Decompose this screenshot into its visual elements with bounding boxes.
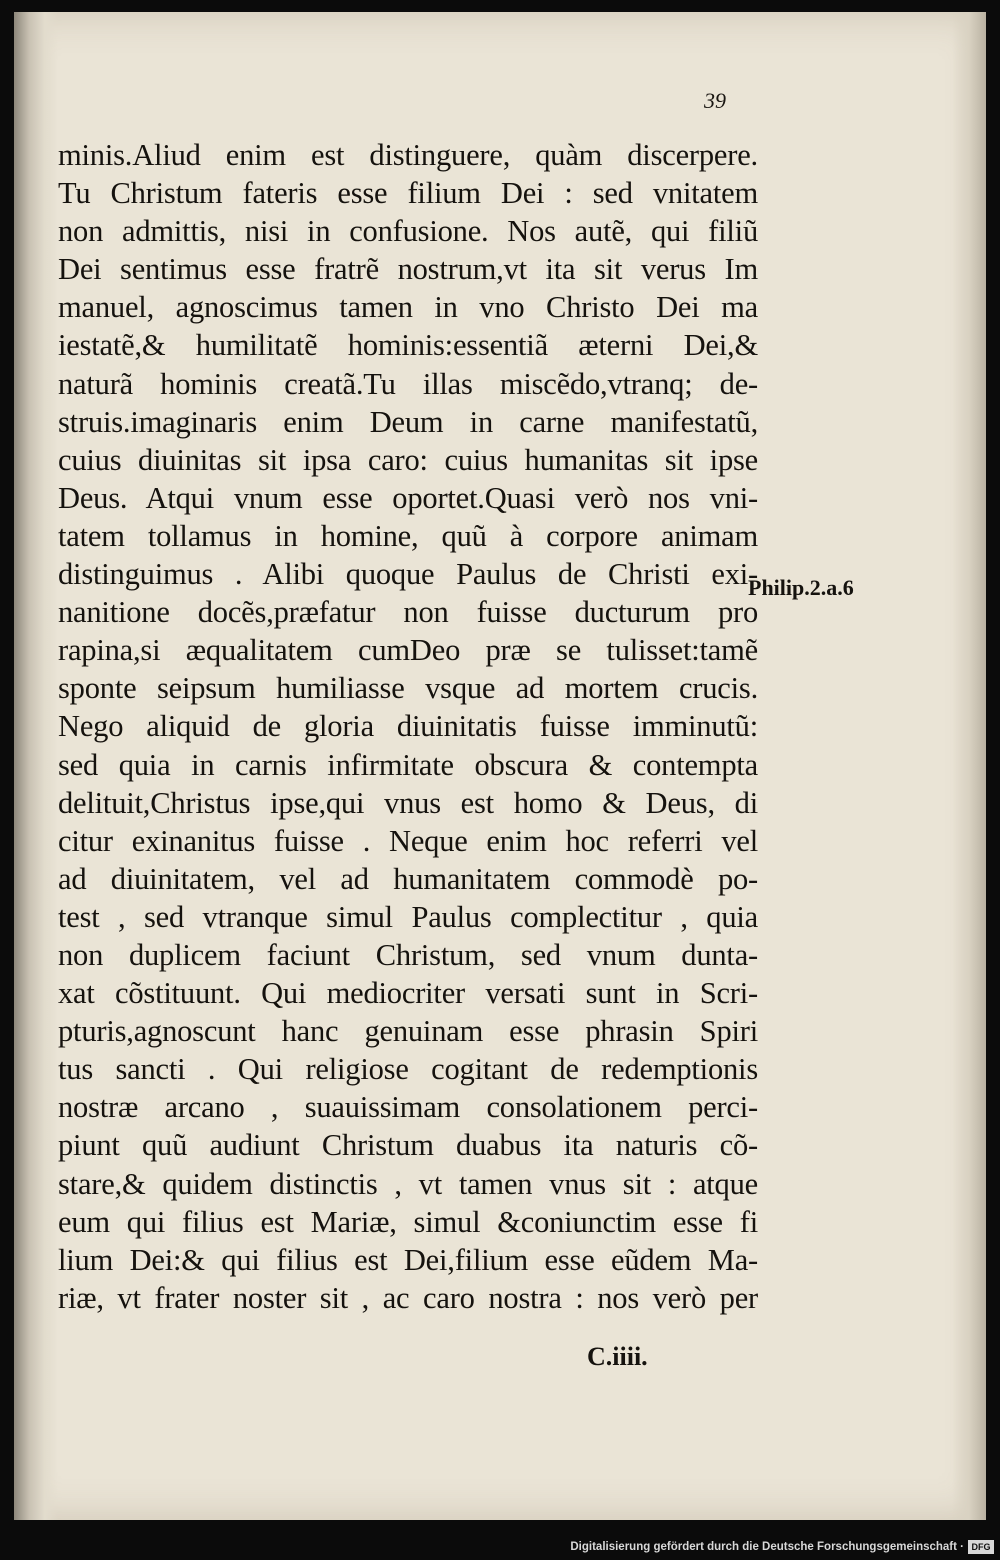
text-line: manuel, agnoscimus tamen in vno Christo Dei ma xyxy=(58,290,758,325)
text-line: minis.Aliud enim est distinguere, quàm discerpere. xyxy=(58,138,758,172)
text-line: nostræ arcano , suauissimam consolationem perci- xyxy=(58,1090,758,1125)
page-edge-shadow xyxy=(952,12,986,1520)
text-line: delituit,Christus ipse,qui vnus est homo & Deus, di xyxy=(58,785,758,820)
text-line: sponte seipsum humiliasse vsque ad mortem crucis. xyxy=(58,671,758,706)
text-line: iestatẽ,& humilitatẽ hominis:essentiã æterni Dei,& xyxy=(58,328,758,363)
text-line: Tu Christum fateris esse filium Dei : sed vnitatem xyxy=(58,176,758,211)
text-line: eum qui filius est Mariæ, simul &coniunctim esse fi xyxy=(58,1204,758,1239)
signature-mark: C.iiii. xyxy=(587,1342,648,1371)
text-line: xat cõstituunt. Qui mediocriter versati sunt in Scri- xyxy=(58,976,758,1011)
text-line: cuius diuinitas sit ipsa caro: cuius humanitas sit ipse xyxy=(58,442,758,477)
text-line: naturã hominis creatã.Tu illas miscẽdo,vtranq; de- xyxy=(58,366,758,401)
page-gutter-shadow xyxy=(14,12,58,1520)
text-line: Nego aliquid de gloria diuinitatis fuisse imminutũ: xyxy=(58,709,758,744)
text-line: stare,& quidem distinctis , vt tamen vnus sit : atque xyxy=(58,1166,758,1201)
text-line: pturis,agnoscunt hanc genuinam esse phrasin Spiri xyxy=(58,1014,758,1049)
text-line: tus sancti . Qui religiose cogitant de redemptionis xyxy=(58,1052,758,1087)
text-line: ad diuinitatem, vel ad humanitatem commodè po- xyxy=(58,861,758,896)
text-line: lium Dei:& qui filius est Dei,filium esse eũdem Ma- xyxy=(58,1242,758,1277)
body-text xyxy=(58,136,758,1317)
text-line: riæ, vt frater noster sit , ac caro nostra : nos verò per xyxy=(58,1280,758,1315)
book-page xyxy=(14,12,986,1520)
text-line: sed quia in carnis infirmitate obscura & contempta xyxy=(58,747,758,782)
text-line: non admittis, nisi in confusione. Nos autẽ, qui filiũ xyxy=(58,214,758,249)
page-number: 39 xyxy=(704,88,726,113)
text-line: test , sed vtranque simul Paulus complectitur , quia xyxy=(58,899,758,934)
text-line: distinguimus . Alibi quoque Paulus de Christi exi- xyxy=(58,557,758,592)
text-line: rapina,si æqualitatem cumDeo præ se tulisset:tamẽ xyxy=(58,633,758,668)
text-line: citur exinanitus fuisse . Neque enim hoc referri vel xyxy=(58,823,758,858)
text-line: non duplicem faciunt Christum, sed vnum dunta- xyxy=(58,937,758,972)
text-line: piunt quũ audiunt Christum duabus ita naturis cõ- xyxy=(58,1128,758,1163)
footer-credit: Digitalisierung gefördert durch die Deutsche Forschungsgemeinschaft · xyxy=(570,1541,964,1553)
dfg-logo-icon: DFG xyxy=(968,1540,994,1554)
footer-bar xyxy=(0,1536,1000,1560)
marginal-note: Philip.2.a.6 xyxy=(748,575,854,600)
text-line: struis.imaginaris enim Deum in carne manifestatũ, xyxy=(58,404,758,439)
text-line: Deus. Atqui vnum esse oportet.Quasi verò nos vni- xyxy=(58,480,758,515)
text-line: tatem tollamus in homine, quũ à corpore animam xyxy=(58,518,758,553)
text-line: nanitione docẽs,præfatur non fuisse ducturum pro xyxy=(58,595,758,630)
text-line: Dei sentimus esse fratrẽ nostrum,vt ita sit verus Im xyxy=(58,252,758,287)
